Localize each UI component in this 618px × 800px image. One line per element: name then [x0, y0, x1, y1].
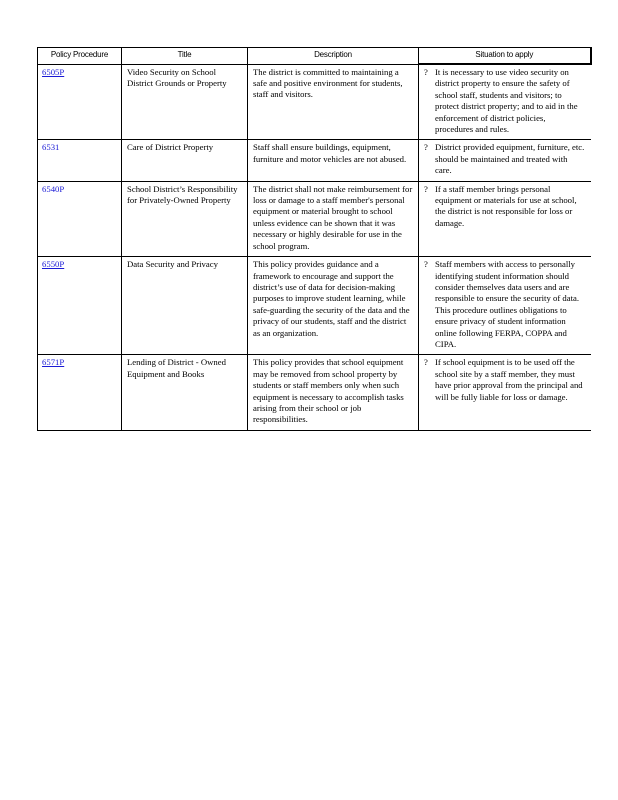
situation-text: If a staff member brings personal equipment or materials for use at school, the district is not responsible for loss or damage.	[435, 183, 577, 228]
header-title: Title	[122, 48, 248, 65]
title-cell: Care of District Property	[122, 140, 248, 181]
description-cell: The district is committed to maintaining a safe and positive environment for students, staff and visitors.	[248, 64, 419, 140]
policy-code-6540p: 6540P	[42, 183, 65, 194]
bullet-marker: ?	[424, 67, 428, 77]
policy-code-cell	[38, 64, 122, 140]
table-header-row	[38, 48, 591, 65]
description-cell: Staff shall ensure buildings, equipment, furniture and motor vehicles are not abused.	[248, 140, 419, 181]
policy-link-6571p[interactable]: 6571P	[42, 357, 65, 368]
description-cell: This policy provides that school equipment may be removed from school property by students or staff members only when such equipment is necessary to accomplish tasks arising from their school or job responsibilities.	[248, 355, 419, 430]
policy-code-6531: 6531	[42, 142, 60, 153]
policy-link-6505p[interactable]: 6505P	[42, 66, 65, 77]
situation-cell	[419, 355, 591, 430]
header-policy-procedure: Policy Procedure	[38, 48, 122, 65]
situation-cell	[419, 64, 591, 140]
policy-code-cell	[38, 257, 122, 355]
policy-code-cell	[38, 140, 122, 181]
situation-cell	[419, 257, 591, 355]
table-row	[38, 64, 591, 140]
header-description: Description	[248, 48, 419, 65]
title-cell: Video Security on School District Grounds or Property	[122, 64, 248, 140]
title-cell: Lending of District - Owned Equipment and Books	[122, 355, 248, 430]
situation-cell	[419, 181, 591, 256]
title-cell: Data Security and Privacy	[122, 257, 248, 355]
table-row	[38, 140, 591, 181]
bullet-marker: ?	[424, 357, 428, 368]
table-row	[38, 355, 591, 430]
header-situation: Situation to apply	[419, 48, 591, 65]
policy-table	[37, 47, 592, 431]
description-cell: This policy provides guidance and a framework to encourage and support the district’s use of data for decision-making purposes to improve student learning, while safe-guarding the security of the data and the privacy of our students, staff and the district as an organization.	[248, 257, 419, 355]
situation-text: It is necessary to use video security on district property to ensure the safety of school staff, students and visitors; to protect district property; and to aid in the enforcement of district policies, procedures and rules.	[435, 67, 578, 135]
description-cell: The district shall not make reimbursement for loss or damage to a staff member's personal equipment or material brought to school unless evidence can be shown that it was necessary or highly desirable for use in the school program.	[248, 181, 419, 256]
bullet-marker: ?	[424, 142, 428, 153]
table-row	[38, 257, 591, 355]
situation-text: Staff members with access to personally identifying student information should consider themselves data users and are responsible to ensure the security of data. This procedure outlines obligations to ensure privacy of student information online following FERPA, COPPA and CIPA.	[435, 259, 580, 349]
bullet-marker: ?	[424, 259, 428, 270]
policy-code-cell	[38, 181, 122, 256]
policy-link-6550p[interactable]: 6550P	[42, 259, 65, 270]
situation-cell	[419, 140, 591, 181]
situation-text: District provided equipment, furniture, etc. should be maintained and treated with care.	[435, 142, 585, 176]
bullet-marker: ?	[424, 183, 428, 194]
situation-text: If school equipment is to be used off the school site by a staff member, they must have prior approval from the principal and will be fully liable for loss or damage.	[435, 357, 583, 402]
title-cell: School District’s Responsibility for Privately-Owned Property	[122, 181, 248, 256]
policy-code-cell	[38, 355, 122, 430]
table-row	[38, 181, 591, 256]
